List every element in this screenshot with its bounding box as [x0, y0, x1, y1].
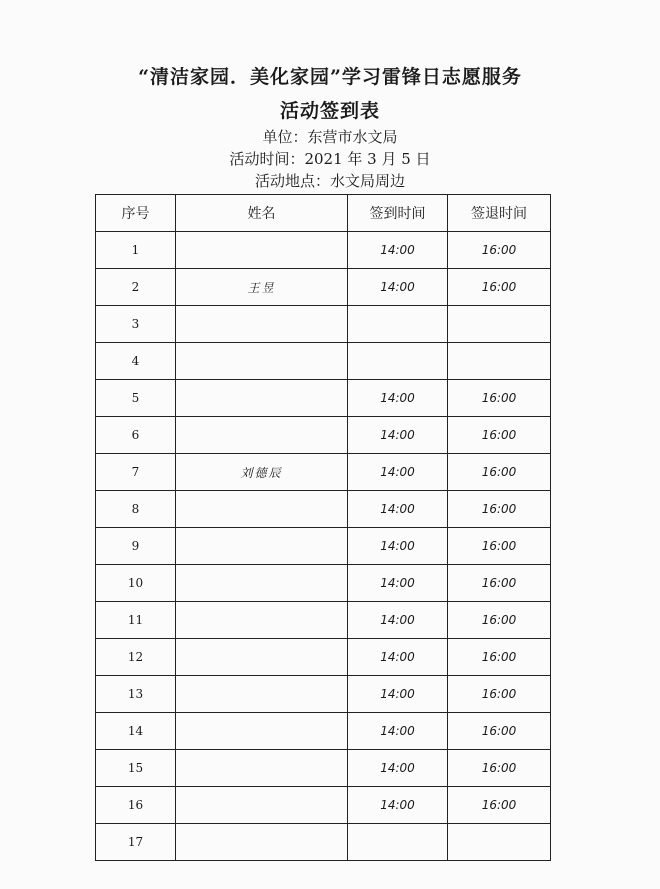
row-sign-in-time: 14:00	[348, 602, 448, 639]
table-header-row	[96, 195, 551, 232]
document-title: “清洁家园．美化家园”学习雷锋日志愿服务	[138, 66, 522, 88]
row-sign-out-time: 16:00	[448, 676, 551, 713]
table-row	[96, 787, 551, 824]
header-sign-in-time: 签到时间	[348, 195, 448, 232]
row-index: 8	[96, 491, 176, 528]
row-index: 2	[96, 269, 176, 306]
row-sign-out-time	[448, 824, 551, 861]
table-row	[96, 676, 551, 713]
row-name	[176, 676, 348, 713]
row-index: 7	[96, 454, 176, 491]
row-sign-in-time	[348, 343, 448, 380]
row-name: 王昱	[176, 269, 348, 306]
row-name	[176, 787, 348, 824]
row-index: 3	[96, 306, 176, 343]
row-name	[176, 750, 348, 787]
row-sign-in-time: 14:00	[348, 417, 448, 454]
activity-meta	[0, 126, 660, 192]
row-sign-out-time: 16:00	[448, 269, 551, 306]
row-sign-out-time	[448, 306, 551, 343]
row-name	[176, 639, 348, 676]
row-sign-in-time: 14:00	[348, 713, 448, 750]
row-sign-out-time: 16:00	[448, 454, 551, 491]
table-row	[96, 491, 551, 528]
header-name: 姓名	[176, 195, 348, 232]
row-index: 11	[96, 602, 176, 639]
row-sign-in-time: 14:00	[348, 528, 448, 565]
row-index: 14	[96, 713, 176, 750]
row-name	[176, 602, 348, 639]
header-index: 序号	[96, 195, 176, 232]
row-name	[176, 380, 348, 417]
table-row	[96, 454, 551, 491]
row-index: 9	[96, 528, 176, 565]
row-sign-out-time	[448, 343, 551, 380]
row-index: 16	[96, 787, 176, 824]
row-sign-out-time: 16:00	[448, 417, 551, 454]
sign-in-table	[95, 194, 551, 861]
row-sign-out-time: 16:00	[448, 639, 551, 676]
row-name	[176, 343, 348, 380]
row-name	[176, 824, 348, 861]
row-sign-in-time: 14:00	[348, 380, 448, 417]
table-row	[96, 639, 551, 676]
row-sign-in-time: 14:00	[348, 787, 448, 824]
row-sign-out-time: 16:00	[448, 232, 551, 269]
row-name	[176, 528, 348, 565]
row-sign-out-time: 16:00	[448, 528, 551, 565]
row-sign-out-time: 16:00	[448, 750, 551, 787]
row-name	[176, 306, 348, 343]
table-row	[96, 602, 551, 639]
row-index: 1	[96, 232, 176, 269]
row-sign-out-time: 16:00	[448, 602, 551, 639]
date-line: 活动时间：2021 年 3 月 5 日	[229, 150, 431, 168]
row-sign-in-time: 14:00	[348, 491, 448, 528]
row-index: 4	[96, 343, 176, 380]
table-row	[96, 306, 551, 343]
row-sign-in-time: 14:00	[348, 232, 448, 269]
row-name	[176, 565, 348, 602]
row-index: 6	[96, 417, 176, 454]
place-line: 活动地点：水文局周边	[254, 172, 405, 190]
row-name	[176, 232, 348, 269]
table-row	[96, 713, 551, 750]
row-index: 15	[96, 750, 176, 787]
header-sign-out-time: 签退时间	[448, 195, 551, 232]
row-index: 17	[96, 824, 176, 861]
row-sign-in-time: 14:00	[348, 454, 448, 491]
table-row	[96, 824, 551, 861]
row-sign-out-time: 16:00	[448, 491, 551, 528]
table-row	[96, 417, 551, 454]
row-sign-in-time: 14:00	[348, 676, 448, 713]
row-sign-in-time	[348, 306, 448, 343]
row-name	[176, 417, 348, 454]
table-row	[96, 343, 551, 380]
table-row	[96, 528, 551, 565]
row-sign-out-time: 16:00	[448, 380, 551, 417]
document-subtitle: 活动签到表	[279, 100, 380, 122]
table-row	[96, 380, 551, 417]
row-sign-out-time: 16:00	[448, 787, 551, 824]
row-index: 5	[96, 380, 176, 417]
unit-line: 单位：东营市水文局	[262, 128, 398, 146]
table-row	[96, 565, 551, 602]
row-index: 10	[96, 565, 176, 602]
row-sign-in-time: 14:00	[348, 269, 448, 306]
row-sign-in-time: 14:00	[348, 565, 448, 602]
row-sign-out-time: 16:00	[448, 713, 551, 750]
table-row	[96, 232, 551, 269]
row-sign-in-time: 14:00	[348, 639, 448, 676]
row-sign-out-time: 16:00	[448, 565, 551, 602]
row-sign-in-time	[348, 824, 448, 861]
row-sign-in-time: 14:00	[348, 750, 448, 787]
table-row	[96, 750, 551, 787]
row-index: 12	[96, 639, 176, 676]
row-index: 13	[96, 676, 176, 713]
table-row	[96, 269, 551, 306]
row-name: 刘德辰	[176, 454, 348, 491]
row-name	[176, 491, 348, 528]
row-name	[176, 713, 348, 750]
